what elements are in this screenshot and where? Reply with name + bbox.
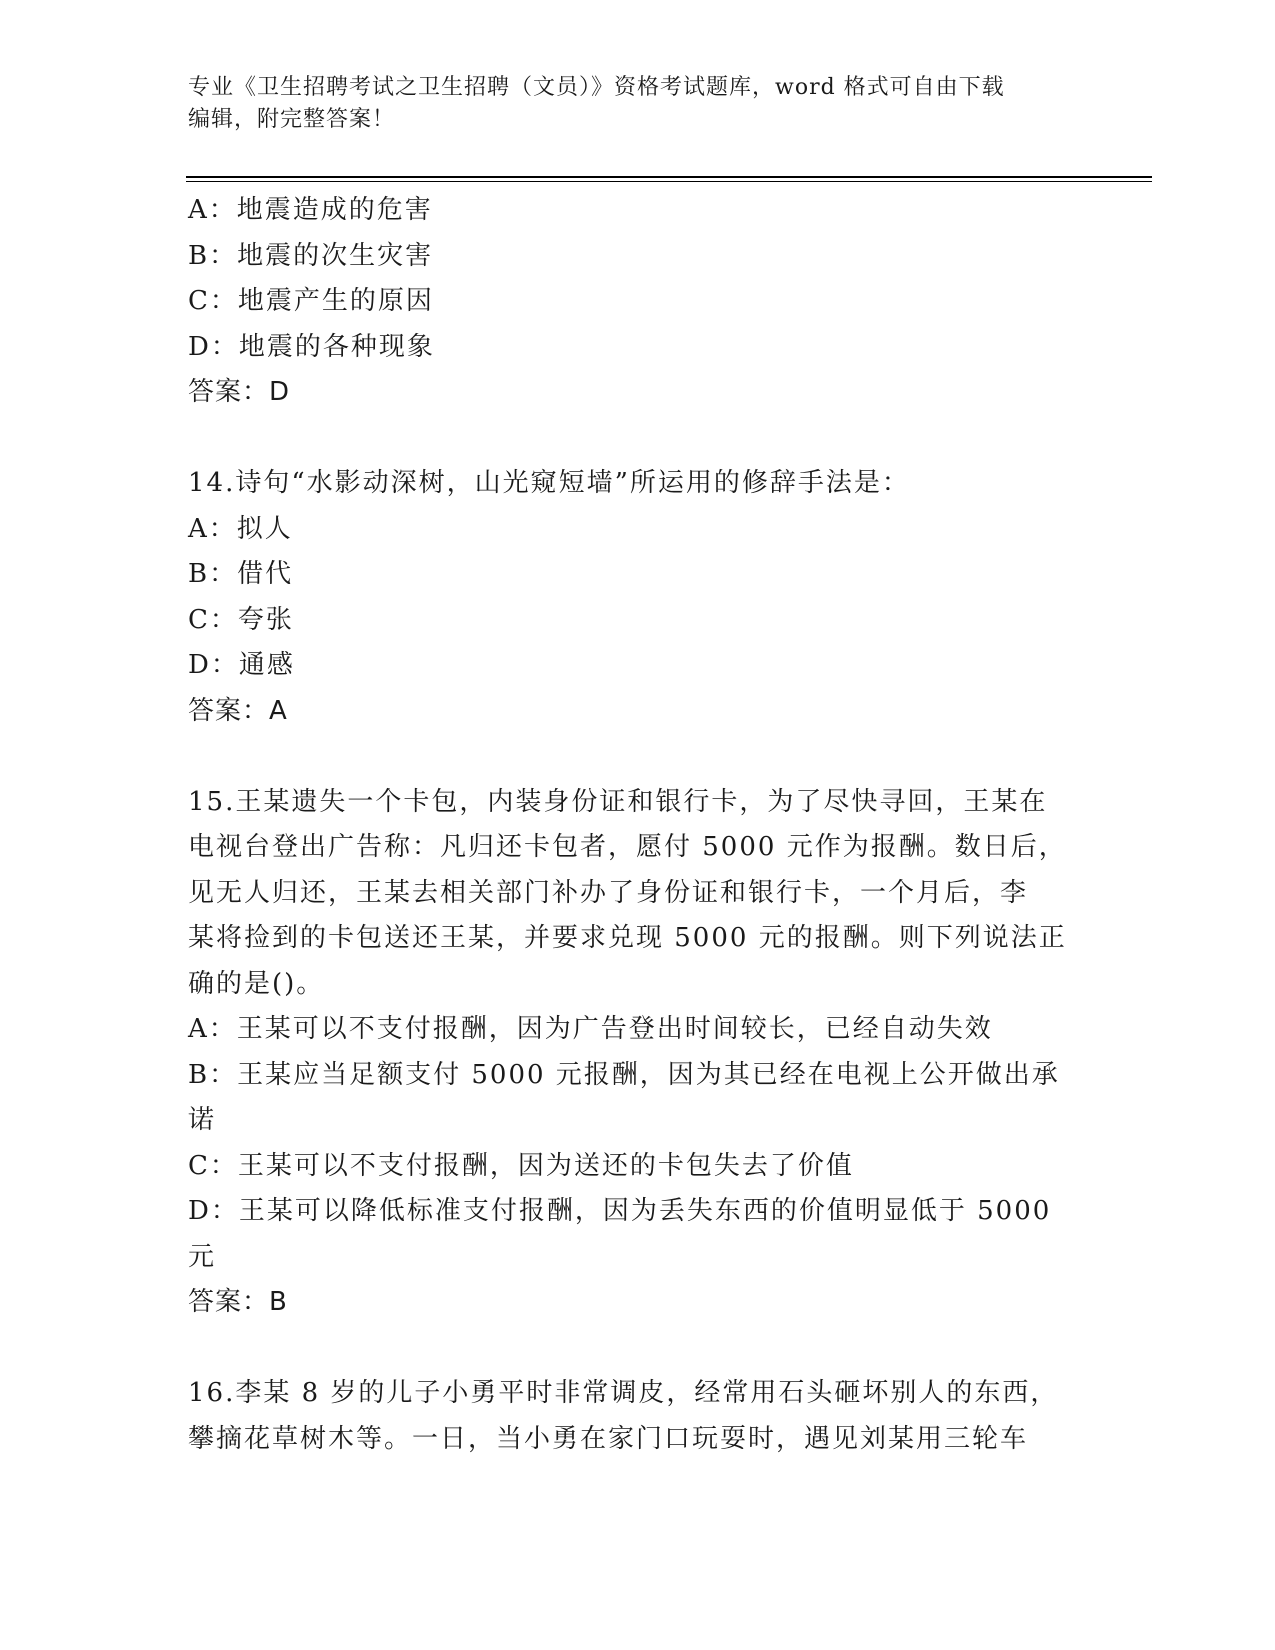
header-divider-thin [186,181,1152,182]
q13-answer: 答案：D [188,377,291,407]
spacer [188,1326,1088,1372]
q16-question-line: 16.李某 8 岁的儿子小勇平时非常调皮，经常用石头砸坏别人的东西， [188,1378,1059,1408]
q14-option-a: A：拟人 [188,513,293,544]
q15-option-a: A：王某可以不支付报酬，因为广告登出时间较长，已经自动失效 [188,1014,993,1044]
document-header [188,72,1068,136]
q15-question-line: 某将捡到的卡包送还王某，并要求兑现 5000 元的报酬。则下列说法正 [188,923,1067,953]
q16-question-line: 攀摘花草树木等。一日，当小勇在家门口玩耍时，遇见刘某用三轮车 [188,1423,1029,1454]
q15-question-line: 15.王某遗失一个卡包，内装身份证和银行卡，为了尽快寻回，王某在 [188,786,1048,817]
q15-option-d: D：王某可以降低标准支付报酬，因为丢失东西的价值明显低于 5000 [188,1196,1052,1226]
q13-option-d: D：地震的各种现象 [188,331,435,362]
header-line-2: 编辑，附完整答案！ [188,107,396,132]
question-content [188,188,1088,1462]
header-line-1: 专业《卫生招聘考试之卫生招聘（文员）》资格考试题库，word 格式可自由下载 [188,75,1005,100]
q13-option-b: B：地震的次生灾害 [188,240,434,271]
q14-question: 14.诗句“水影动深树，山光窥短墙”所运用的修辞手法是： [188,468,910,498]
q15-question-line: 电视台登出广告称：凡归还卡包者，愿付 5000 元作为报酬。数日后， [188,832,1067,862]
spacer [188,416,1088,462]
q15-question-line: 见无人归还，王某去相关部门补办了身份证和银行卡，一个月后，李 [188,877,1029,908]
q15-option-b: B：王某应当足额支付 5000 元报酬，因为其已经在电视上公开做出承 [188,1059,1060,1090]
q15-option-d-cont: 元 [188,1241,217,1272]
q15-option-c: C：王某可以不支付报酬，因为送还的卡包失去了价值 [188,1150,854,1181]
q14-answer: 答案：A [188,695,288,726]
q15-option-b-cont: 诺 [188,1105,217,1135]
q13-option-c: C：地震产生的原因 [188,286,434,316]
q15-question-line: 确的是()。 [188,968,325,999]
q14-option-d: D：通感 [188,650,295,680]
spacer [188,734,1088,780]
q13-option-a: A：地震造成的危害 [188,195,433,225]
q14-option-c: C：夸张 [188,604,294,635]
q14-option-b: B：借代 [188,559,294,589]
header-divider-thick [186,176,1152,178]
q15-answer: 答案：B [188,1287,288,1317]
